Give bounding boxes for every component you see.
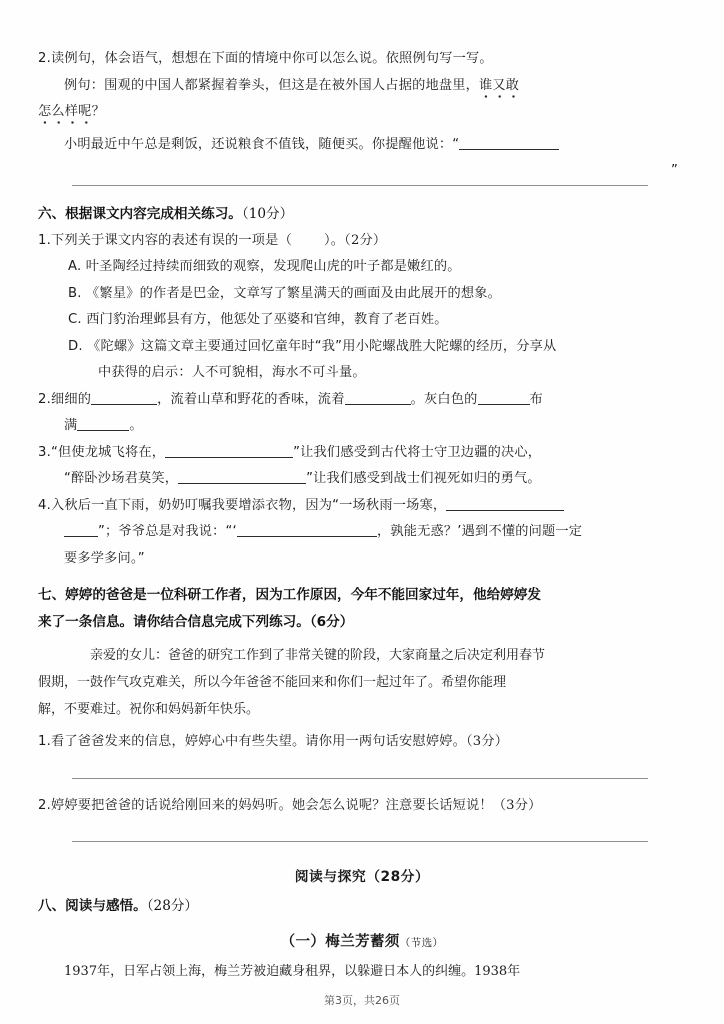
s6-q2-part-4: 布 <box>529 391 543 407</box>
section-6-question-2-line-1 <box>38 387 686 414</box>
s6-q2-part-6: 。 <box>129 418 143 433</box>
message-line-2: 假期，一鼓作气攻克难关，所以今年爸爸不能回来和你们一起过年了。希望你能理 <box>38 675 507 690</box>
s6-q2-blank-3[interactable] <box>478 391 530 405</box>
option-b-label: B. <box>68 285 82 301</box>
example-label: 例句： <box>64 77 105 93</box>
s6-q4-blank-2[interactable] <box>237 523 377 537</box>
s6-q2-part-3: 。灰白色的 <box>410 391 478 407</box>
s6-q4-line-1: 入秋后一直下雨，奶奶叮嘱我要增添衣物，因为“一场秋雨一场寒， <box>50 497 447 513</box>
s6-q1-stem-a: 下列关于课文内容的表述有误的一项是（ <box>50 232 292 248</box>
example-sentence-line-1 <box>38 73 686 100</box>
reading-band-score: （28分） <box>366 869 430 885</box>
question-2-stem-row <box>38 46 686 73</box>
section-6-score: （10分） <box>241 205 294 222</box>
section-6-title: 六、根据课文内容完成相关练习。 <box>38 205 242 222</box>
section-7-heading-line-2-row <box>38 609 686 636</box>
s6-q2-part-5: 满 <box>64 418 78 433</box>
s6-q2-blank-2[interactable] <box>345 391 411 405</box>
s6-q4-line-2-a: ”；爷爷总是对我说：“‘ <box>98 524 237 539</box>
passage-title-sub: （节选） <box>399 937 444 949</box>
message-line-3: 解，不要难过。祝你和妈妈新年快乐。 <box>38 702 260 717</box>
s6-q4-line-3: 要多学多问。” <box>64 550 145 566</box>
section-6-question-4-line-2 <box>38 519 686 546</box>
s6-q3-line-1-b: ”让我们感受到古代将士守卫边疆的决心， <box>293 444 542 460</box>
s6-q2-number: 2. <box>38 391 51 407</box>
section-8-score: （28分） <box>146 898 199 914</box>
section-7-heading-line-1: 七、婷婷的爸爸是一位科研工作者，因为工作原因，今年不能回家过年，他给婷婷发 <box>38 587 541 603</box>
section-8-title: 八、阅读与感悟。 <box>38 898 147 914</box>
section-7-heading-line-2: 来了一条信息。请你结合信息完成下列练习。 <box>38 614 310 630</box>
section-7-heading <box>38 582 686 636</box>
question-2-stem: 读例句，体会语气，想想在下面的情境中你可以怎么说。依照例句写一写。 <box>50 51 493 66</box>
example-tail: ？ <box>91 104 105 119</box>
section-7-question-2 <box>38 793 686 820</box>
s6-q2-blank-4[interactable] <box>77 417 129 431</box>
s6-q3-line-1-a: “但使龙城飞将在， <box>50 444 166 460</box>
passage-title <box>38 926 686 959</box>
s6-q3-number: 3. <box>38 444 51 460</box>
section-8-heading <box>38 892 686 920</box>
option-c-label: C. <box>68 312 82 327</box>
option-d-text-line-2: 中获得的启示：人不可貌相，海水不可斗量。 <box>98 365 366 380</box>
section-6-question-2-line-2 <box>38 413 686 440</box>
example-emphasis-part-1: 谁又敢 <box>479 77 520 93</box>
section-6-question-4-line-3 <box>38 546 686 573</box>
s7-q2-score: （3分） <box>492 797 542 813</box>
option-a-text: 叶圣陶经过持续而细致的观察，发现爬山虎的叶子都是嫩红的。 <box>85 259 461 274</box>
s6-q4-line-2-b: ，孰能无惑？’遇到不懂的问题一定 <box>376 524 583 539</box>
option-a-label: A. <box>68 259 82 274</box>
s6-q2-part-2: ，流着山草和野花的香味，流着 <box>157 391 345 407</box>
option-d-continuation <box>38 360 686 387</box>
section-6-question-4-line-1 <box>38 493 686 520</box>
section-7-score: （6分） <box>309 614 354 630</box>
s7-q1-text: 看了爸爸发来的信息，婷婷心中有些失望。请你用一两句话安慰婷婷。 <box>50 734 466 749</box>
answer-blank[interactable] <box>459 136 559 150</box>
passage-first-line: 1937年，日军占领上海，梅兰芳被迫藏身租界，以躲避日本人的纠缠。1938年 <box>64 964 521 979</box>
passage-title-main: （一）梅兰芳蓄须 <box>280 934 400 950</box>
option-a[interactable] <box>38 254 686 281</box>
page-footer: 第3页，共26页 <box>324 994 400 1007</box>
s6-q3-line-2-a: “醉卧沙场君莫笑， <box>64 471 179 486</box>
question-2-number: 2. <box>38 51 51 66</box>
reading-band-title: 阅读与探究 <box>294 869 367 885</box>
section-6-question-3-line-2 <box>38 466 686 493</box>
example-text-part-a: 围观的中国人都紧握着拳头，但这是在被外国人占据的地盘里， <box>104 77 480 93</box>
option-d-label: D. <box>68 338 83 354</box>
s6-q4-number: 4. <box>38 497 51 513</box>
s6-q2-blank-1[interactable] <box>91 391 157 405</box>
option-d[interactable] <box>38 334 686 361</box>
s7-q1-number: 1. <box>38 734 51 749</box>
section-6-question-1 <box>38 228 686 255</box>
s6-q1-number: 1. <box>38 232 51 248</box>
question-2-answer-prompt <box>38 132 686 159</box>
section-6-heading <box>38 200 686 228</box>
question-2-scenario: 小明最近中午总是剩饭，还说粮食不值钱，随便买。你提醒他说：“ <box>64 136 460 152</box>
s6-q2-part-1: 细细的 <box>50 391 92 407</box>
close-quote: ” <box>670 163 678 178</box>
message-line-1: 亲爱的女儿：爸爸的研究工作到了非常关键的阶段，大家商量之后决定利用春节 <box>90 648 546 663</box>
option-c-text: 西门豹治理邺县有方，他惩处了巫婆和官绅，教育了老百姓。 <box>86 312 448 327</box>
s6-q1-stem-b: ）。 <box>323 232 345 248</box>
example-emphasis-part-2: 怎么样呢 <box>38 104 92 119</box>
s6-q3-blank-1[interactable] <box>165 444 293 458</box>
section-7-question-1 <box>38 729 686 756</box>
s6-q3-blank-2[interactable] <box>178 470 306 484</box>
s7-q2-text: 婷婷要把爸爸的话说给刚回来的妈妈听。她会怎么说呢？注意要长话短说！ <box>50 797 493 813</box>
s6-q3-line-2-b: ”让我们感受到战士们视死如归的勇气。 <box>306 471 541 486</box>
option-d-text: 《陀螺》这篇文章主要通过回忆童年时“我”用小陀螺战胜大陀螺的经历，分享从 <box>87 338 557 354</box>
option-c[interactable] <box>38 307 686 334</box>
s7-q2-number: 2. <box>38 797 51 813</box>
reading-band-heading <box>38 862 686 892</box>
section-6-question-3-line-1 <box>38 440 686 467</box>
s6-q4-blank-1b[interactable] <box>64 523 98 537</box>
s6-q1-score: （2分） <box>344 232 387 248</box>
option-b[interactable] <box>38 281 686 308</box>
question-2-close-quote-row <box>38 158 686 185</box>
example-sentence-line-2 <box>38 99 686 126</box>
s7-q1-score: （3分） <box>466 734 509 749</box>
option-b-text: 《繁星》的作者是巴金，文章写了繁星满天的画面及由此展开的想象。 <box>86 285 502 301</box>
s6-q4-blank-1a[interactable] <box>446 497 564 511</box>
